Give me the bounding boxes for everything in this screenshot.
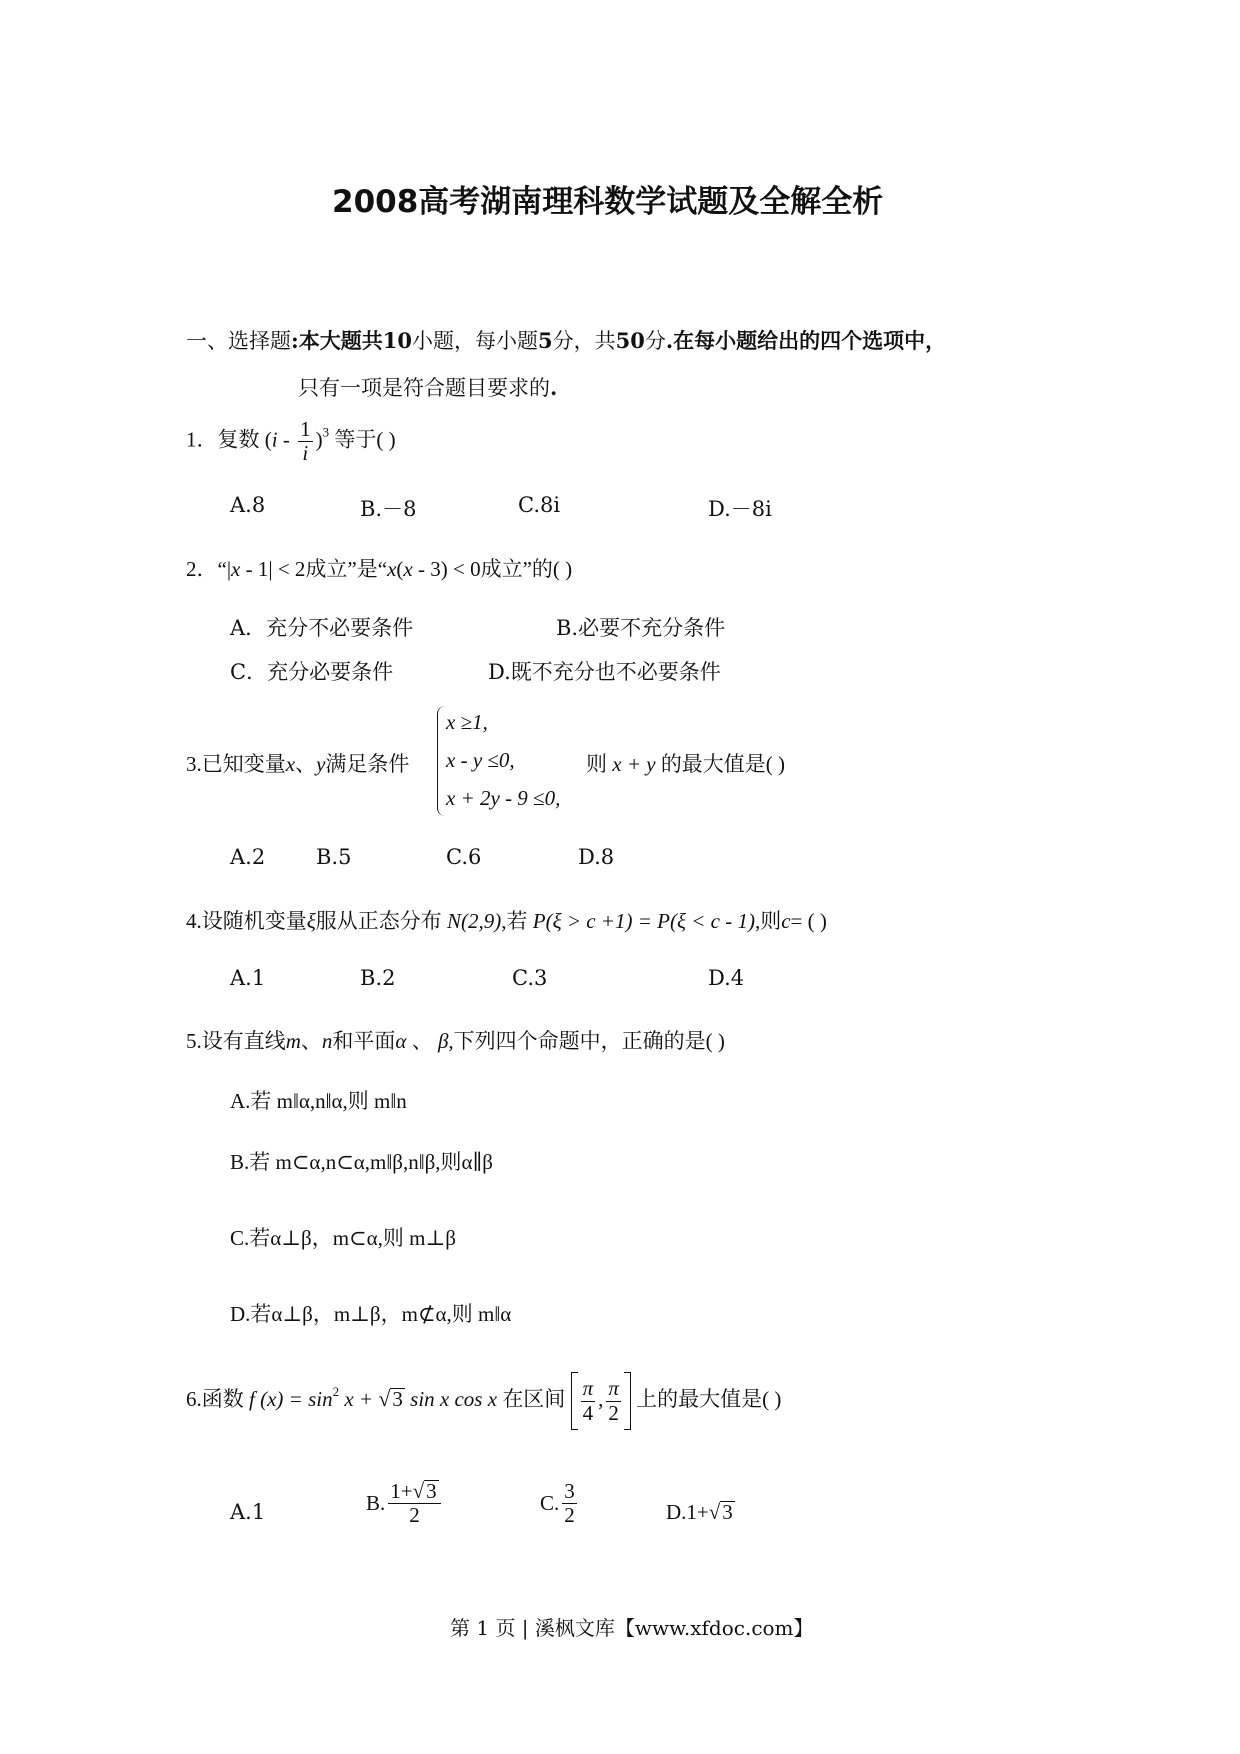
section-heading-label: 一、选择题 xyxy=(186,329,291,353)
section-header: 一、选择题:本大题共10小题，每小题5分，共50分.在每小题给出的四个选项中， xyxy=(186,328,947,353)
q3-option-a: A.2 xyxy=(230,845,266,869)
q4-option-b: B.2 xyxy=(360,966,396,990)
sqrt-sign: √ xyxy=(378,1385,391,1411)
question-4: 4.设随机变量ξ服从正态分布 N(2,9),若 P(ξ > c +1) = P(ξ < c - 1),则c= ( ) xyxy=(186,909,827,933)
q1-option-a: A.8 xyxy=(230,493,266,517)
q1-option-c: C.8i xyxy=(518,493,561,517)
question-3-stem: 3.已知变量x、y满足条件 xyxy=(186,752,410,776)
page-footer: 第 1 页 | 溪枫文库【www.xfdoc.com】 xyxy=(450,1616,814,1640)
question-6: 6.函数 f $(x) = \sin^2 x + √3$ sin x cos x 在区间 $\frac{\pi}{4}$ , $\frac{\pi}{2}$ 上的最大值是( ) xyxy=(186,1372,781,1430)
fraction: $\frac{1}{i}$ xyxy=(300,417,311,466)
q2-option-b: B.必要不充分条件 xyxy=(556,616,726,640)
q4-option-d: D.4 xyxy=(708,966,745,990)
q3-option-d: D.8 xyxy=(578,845,615,869)
question-number: 1． xyxy=(186,427,218,452)
q3-condition-1: x ≥1, xyxy=(446,710,488,734)
question-number: 2． xyxy=(186,557,218,581)
q3-option-c: C.6 xyxy=(446,845,482,869)
q5-option-b: B.若 m⊂α,n⊂α,m‖β,n‖β,则α∥β xyxy=(230,1150,493,1174)
question-5: 5.设有直线m、n和平面α 、 β,下列四个命题中，正确的是( ) xyxy=(186,1029,725,1053)
question-1: 1．复数 (i - $\frac{1}{i}$ )$^3$ 等于( ) xyxy=(186,417,396,466)
q6-option-a: A.1 xyxy=(230,1500,266,1524)
q4-option-c: C.3 xyxy=(512,966,548,990)
fraction: $\frac{\pi}{2}$ xyxy=(608,1376,619,1425)
question-2: 2．“|x - 1| < 2成立”是“x(x - 3) < 0成立”的( ) xyxy=(186,557,573,581)
q1-option-b: B.－8 xyxy=(360,497,417,521)
fraction: $\frac{1+√3}{2}$ xyxy=(388,1480,440,1527)
fraction: $\frac{3}{2}$ xyxy=(564,1479,575,1528)
q5-option-c: C.若α⊥β，m⊂α,则 m⊥β xyxy=(230,1226,456,1250)
interval-right-bracket xyxy=(624,1372,631,1430)
q4-option-a: A.1 xyxy=(230,966,266,990)
interval-left-bracket xyxy=(571,1372,578,1430)
page-title: 2008高考湖南理科数学试题及全解全析 xyxy=(332,184,884,220)
q5-option-a: A.若 m‖α,n‖α,则 m‖n xyxy=(230,1089,407,1113)
sqrt-sign: √ xyxy=(708,1500,721,1524)
question-number: 3. xyxy=(186,752,202,776)
q6-option-c: C. $\frac{3}{2}$ xyxy=(540,1479,575,1528)
q2-option-d: D.既不充分也不必要条件 xyxy=(488,660,721,684)
sqrt-sign: √ xyxy=(412,1479,425,1503)
fraction: $\frac{\pi}{4}$ xyxy=(582,1376,594,1425)
q3-condition-3: x + 2y - 9 ≤0, xyxy=(446,786,561,810)
q1-option-d: D.－8i xyxy=(708,497,772,521)
question-number: 4. xyxy=(186,909,202,933)
q6-option-d: D.1+√3 xyxy=(666,1500,733,1524)
q5-option-d: D.若α⊥β，m⊥β，m⊄α,则 m‖α xyxy=(230,1302,512,1326)
q2-option-c: C．充分必要条件 xyxy=(230,660,394,684)
question-3-tail: 则 x + y 的最大值是( ) xyxy=(586,752,786,776)
question-number: 6. xyxy=(186,1386,202,1411)
section-header-line2: 只有一项是符合题目要求的. xyxy=(298,375,558,400)
question-number: 5. xyxy=(186,1029,202,1053)
q3-condition-2: x - y ≤0, xyxy=(446,748,515,772)
q6-option-b: B. $\frac{1+√3}{2}$ xyxy=(366,1480,444,1527)
q2-option-a: A．充分不必要条件 xyxy=(230,616,414,640)
q3-option-b: B.5 xyxy=(316,845,352,869)
